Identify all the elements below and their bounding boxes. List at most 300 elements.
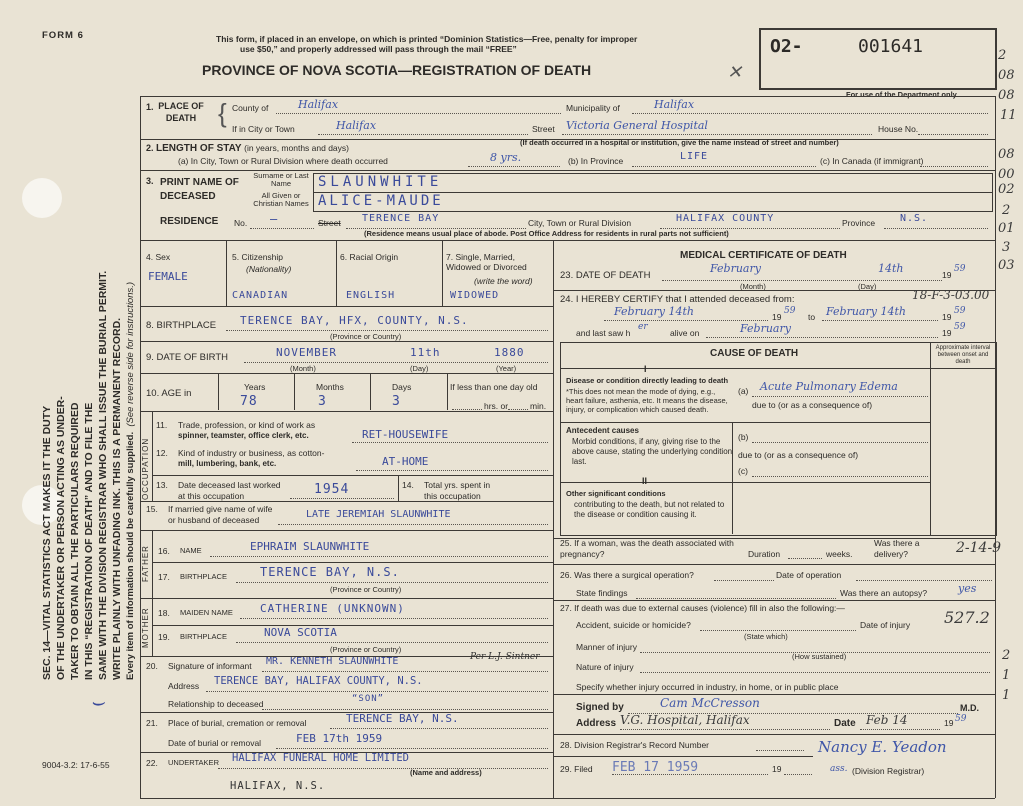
name-residence-label-text: RESIDENCE bbox=[160, 216, 219, 227]
personal-citizenship-sub-text: (Nationality) bbox=[246, 264, 292, 274]
name-province-label-text: Province bbox=[842, 218, 876, 228]
check-mark: ✕ bbox=[727, 62, 743, 83]
name-street-label-text: Street bbox=[318, 218, 341, 228]
rule-line bbox=[140, 341, 553, 342]
occupation-l13-text: Date deceased last worked bbox=[178, 480, 281, 490]
field-line bbox=[700, 630, 856, 631]
mail-notice bbox=[216, 34, 637, 54]
informant-sig-label-text: Signature of informant bbox=[168, 661, 252, 671]
section-1-number: 1. bbox=[146, 102, 154, 112]
mother-birthplace-value: NOVA SCOTIA bbox=[264, 626, 337, 639]
personal-marital-sub-text: (write the word) bbox=[474, 276, 533, 286]
personal-months-label-text: Months bbox=[316, 382, 344, 392]
medical-year-prefix-text: 19 bbox=[942, 328, 952, 338]
rule-line bbox=[152, 475, 553, 476]
dept-use: For use of the Department only bbox=[846, 90, 957, 99]
code-25: 2-14-9 bbox=[956, 540, 1002, 556]
county-value: Halifax bbox=[298, 98, 339, 111]
field-line bbox=[920, 166, 988, 167]
field-line bbox=[562, 134, 872, 135]
name-given-label-text: All Given or Christian Names bbox=[253, 191, 309, 208]
field-line bbox=[918, 134, 988, 135]
rule-line bbox=[294, 374, 295, 410]
informant-per: Per L.J. Sintner bbox=[470, 652, 540, 662]
field-line bbox=[356, 470, 548, 471]
relationship-value: “SON” bbox=[352, 694, 385, 704]
city-value: Halifax bbox=[336, 119, 377, 132]
name-surname-label-text: Surname or Last Name bbox=[253, 171, 309, 188]
registrar-signature: Nancy E. Yeadon bbox=[818, 738, 947, 756]
medical-alive-on-text: alive on bbox=[670, 328, 700, 338]
mother-bp-label-text: BIRTHPLACE bbox=[180, 632, 227, 641]
personal-days-label-text: Days bbox=[392, 382, 412, 392]
form-element: 15. bbox=[146, 504, 158, 514]
medical-title: MEDICAL CERTIFICATE OF DEATH bbox=[680, 250, 847, 261]
field-line bbox=[276, 113, 561, 114]
personal-birthplace-label-text: 8. BIRTHPLACE bbox=[146, 320, 217, 331]
questions-q25-text: 25. If a woman, was the death associated with pregnancy? bbox=[560, 538, 734, 559]
margin-code: 3 bbox=[1002, 240, 1011, 255]
personal-citizenship-label-text: 5. Citizenship bbox=[232, 252, 284, 262]
field-line bbox=[640, 672, 990, 673]
form-element: 3. bbox=[146, 176, 154, 186]
signed-by: Cam McCresson bbox=[660, 696, 760, 710]
medical-to-text: to bbox=[808, 312, 816, 322]
given-name-value: ALICE-MAUDE bbox=[318, 193, 444, 209]
personal-birthplace-sub-text: (Province or Country) bbox=[330, 332, 402, 341]
age-days: 3 bbox=[392, 394, 401, 409]
medical-year-prefix-text: 19 bbox=[942, 312, 952, 322]
questions-autopsy-text: Was there an autopsy? bbox=[840, 588, 928, 598]
personal-hrs-text: hrs. or bbox=[484, 401, 509, 411]
field-line bbox=[784, 774, 812, 775]
questions-q28-text: 28. Division Registrar's Record Number bbox=[560, 740, 710, 750]
field-line bbox=[636, 598, 836, 599]
cause-a: Acute Pulmonary Edema bbox=[760, 380, 898, 393]
burial-place-label-text: Place of burial, cremation or removal bbox=[168, 718, 307, 728]
street-value: Victoria General Hospital bbox=[566, 119, 708, 132]
form-element: 11. bbox=[156, 420, 168, 430]
occupation-l14b-text: this occupation bbox=[424, 491, 481, 501]
field-line bbox=[352, 442, 548, 443]
margin-code: 08 bbox=[998, 68, 1015, 83]
form-title: PROVINCE OF NOVA SCOTIA—REGISTRATION OF DEATH bbox=[202, 62, 592, 78]
rule-line bbox=[140, 240, 995, 241]
from-date: February 14th bbox=[614, 305, 694, 318]
medical-b-text: (b) bbox=[738, 432, 749, 442]
rule-line bbox=[152, 530, 153, 598]
father-birthplace-value: TERENCE BAY, N.S. bbox=[260, 565, 400, 579]
field-line bbox=[752, 396, 928, 397]
personal-month-sub-text: (Month) bbox=[740, 282, 766, 291]
municipality-value: Halifax bbox=[654, 98, 695, 111]
rule-line bbox=[553, 756, 813, 757]
side-text-line4-text: IN THIS “REGISTRATION OF DEATH” AND TO FILE THE bbox=[83, 402, 95, 680]
sex-value: FEMALE bbox=[148, 270, 188, 283]
questions-q29-text: 29. Filed bbox=[560, 764, 593, 774]
name-city-label-text: City, Town or Rural Division bbox=[528, 218, 632, 228]
rule-line bbox=[560, 422, 930, 423]
questions-address-label-text: Address bbox=[576, 718, 617, 729]
questions-md-text: M.D. bbox=[960, 703, 979, 713]
form-element bbox=[146, 143, 349, 154]
place-of-death-house-label-text: House No. bbox=[878, 124, 919, 134]
field-line bbox=[262, 709, 548, 710]
field-line bbox=[856, 580, 992, 581]
personal-day-sub-text: (Day) bbox=[858, 282, 877, 291]
burial-place-value: TERENCE BAY, N.S. bbox=[346, 712, 459, 725]
form-element: 13. bbox=[156, 480, 168, 490]
questions-registrar-sub-text: (Division Registrar) bbox=[852, 766, 925, 776]
questions-specify-text: Specify whether injury occurred in industry, in home, or in public place bbox=[576, 682, 839, 692]
questions-date-injury-text: Date of injury bbox=[860, 620, 911, 630]
rule-line bbox=[152, 562, 553, 563]
place-of-death-street-label-text: Street bbox=[532, 124, 555, 134]
field-line bbox=[884, 228, 988, 229]
form-element: 22. bbox=[146, 758, 158, 768]
medical-certify-label-text: 24. I HEREBY CERTIFY that I attended deceased from: bbox=[560, 294, 795, 305]
questions-date-year-text: 59 bbox=[955, 714, 967, 724]
header-notice-line2-text: use $50,” and properly addressed will pass through the mail “FREE” bbox=[240, 44, 517, 54]
rule-line bbox=[140, 411, 553, 412]
burial-date-label-text: Date of burial or removal bbox=[168, 738, 262, 748]
medical-due-to-text: due to (or as a consequence of) bbox=[738, 450, 859, 460]
personal-racial-label-text: 6. Racial Origin bbox=[340, 252, 399, 262]
medical-alive-year-text: 59 bbox=[954, 322, 966, 332]
name-no-value-text: — bbox=[270, 212, 279, 226]
rule-line bbox=[140, 798, 995, 799]
medical-to-year-text: 59 bbox=[954, 306, 966, 316]
stay-province-value: LIFE bbox=[680, 151, 709, 162]
occupation-l11-text: Trade, profession, or kind of work as bbox=[178, 420, 316, 430]
medical-other-label-text: Other significant conditions bbox=[566, 489, 666, 498]
alive-date: February bbox=[740, 322, 791, 335]
last-worked-value: 1954 bbox=[314, 482, 350, 497]
margin-code: 03 bbox=[998, 258, 1015, 273]
surname-value: SLAUNWHITE bbox=[318, 174, 443, 190]
marital-value: WIDOWED bbox=[450, 290, 500, 301]
form-element: 17. bbox=[158, 572, 170, 582]
burial-undertaker-sub-text: (Name and address) bbox=[410, 768, 482, 777]
medical-due-to-text: due to (or as a consequence of) bbox=[752, 400, 873, 410]
rule-line bbox=[560, 368, 996, 369]
rule-line bbox=[732, 482, 733, 534]
footer-code: 9004-3.2: 17-6-55 bbox=[42, 760, 110, 770]
occupation-l14-text: Total yrs. spent in bbox=[424, 480, 491, 490]
field-line bbox=[662, 280, 942, 281]
to-date: February 14th bbox=[826, 305, 906, 318]
reg-prefix: O2- bbox=[770, 36, 803, 57]
rule-line bbox=[398, 475, 399, 501]
questions-weeks-text: weeks. bbox=[826, 549, 853, 559]
code-27: 527.2 bbox=[944, 608, 990, 627]
father-bp-label-text: BIRTHPLACE bbox=[180, 572, 227, 581]
field-line bbox=[226, 330, 548, 331]
field-line bbox=[452, 409, 482, 410]
field-line bbox=[508, 409, 528, 410]
burial-undertaker-label-text: UNDERTAKER bbox=[168, 758, 219, 767]
medical-antecedent-note-text: Morbid conditions, if any, giving rise to the above cause, stating the underlying condition last. bbox=[572, 437, 733, 466]
father-name-label-text: NAME bbox=[180, 546, 202, 555]
medical-last-saw-text: and last saw h bbox=[576, 328, 631, 338]
rule-line bbox=[140, 306, 553, 307]
undertaker-city: HALIFAX, N.S. bbox=[230, 780, 326, 792]
residence-province: N.S. bbox=[900, 213, 929, 224]
medical-antecedent-label-text: Antecedent causes bbox=[566, 426, 639, 435]
personal-sex-label-text: 4. Sex bbox=[146, 252, 171, 262]
form-element: 2. bbox=[146, 143, 154, 153]
rule-line bbox=[553, 734, 995, 735]
side-text-line5-text: SAME WITH THE DIVISION REGISTRAR WHO SHALL ISSUE THE BURIAL PERMIT. bbox=[97, 270, 109, 680]
rule-line bbox=[553, 694, 995, 695]
personal-less-than-day-text: If less than one day old bbox=[450, 382, 538, 392]
field-line bbox=[236, 582, 548, 583]
margin-code: 02 bbox=[998, 182, 1015, 197]
rule-line bbox=[930, 342, 931, 536]
form-element: { bbox=[218, 98, 227, 128]
questions-delivery-text: Was there a delivery? bbox=[874, 538, 920, 559]
rule-line bbox=[336, 240, 337, 306]
questions-state-which-text: (State which) bbox=[744, 632, 788, 641]
field-line bbox=[752, 476, 928, 477]
rule-line bbox=[553, 564, 995, 565]
form-element: 18. bbox=[158, 608, 170, 618]
field-line bbox=[276, 748, 548, 749]
dob-day: 11th bbox=[410, 346, 441, 359]
field-line bbox=[468, 166, 560, 167]
field-line bbox=[632, 166, 816, 167]
citizenship-value: CANADIAN bbox=[232, 290, 289, 301]
medical-dod-label-text: 23. DATE OF DEATH bbox=[560, 270, 651, 281]
father-side-label: FATHER bbox=[141, 545, 150, 582]
rule-line bbox=[140, 530, 553, 531]
field-line bbox=[236, 642, 548, 643]
side-text-line2-text: OF THE UNDERTAKER OR PERSON ACTING AS UNDER- bbox=[55, 396, 67, 680]
medical-interval-text: Approximate interval between onset and death bbox=[935, 345, 991, 365]
field-line bbox=[604, 320, 768, 321]
header-notice-line1-text: This form, if placed in an envelope, on which is printed “Dominion Statistics—Free, penalty for improper bbox=[216, 34, 638, 44]
field-line bbox=[714, 580, 774, 581]
field-line bbox=[210, 556, 548, 557]
field-line bbox=[752, 442, 928, 443]
rule-line bbox=[560, 482, 930, 483]
form-element: 20. bbox=[146, 661, 158, 671]
medical-disease-label-text: Disease or condition directly leading to death bbox=[566, 376, 729, 385]
stay-city-value: 8 yrs. bbox=[490, 151, 522, 164]
rule-line bbox=[140, 598, 553, 599]
medical-a-text: (a) bbox=[738, 386, 749, 396]
form-element: 12. bbox=[156, 448, 168, 458]
rule-line bbox=[140, 96, 995, 97]
burial-date-value: FEB 17th 1959 bbox=[296, 732, 383, 745]
racial-origin-value: ENGLISH bbox=[346, 290, 396, 301]
personal-age-label-text: 10. AGE in bbox=[146, 388, 192, 399]
medical-c-text: (c) bbox=[738, 466, 748, 476]
spouse-value: LATE JEREMIAH SLAUNWHITE bbox=[306, 509, 451, 520]
personal-month-sub-text: (Month) bbox=[290, 364, 316, 373]
medical-disease-note-text: *This does not mean the mode of dying, e.g., heart failure, asthenia, etc. It means the disease, injury, or complication which caused death. bbox=[566, 387, 728, 414]
personal-marital-label-text: 7. Single, Married, Widowed or Divorced bbox=[446, 252, 527, 272]
rule-line bbox=[553, 600, 995, 601]
margin-code: 08 bbox=[998, 147, 1015, 162]
questions-manner-text: Manner of injury bbox=[576, 642, 637, 652]
field-line bbox=[822, 320, 938, 321]
place-of-death-municipality-label-text: Municipality of bbox=[566, 103, 620, 113]
margin-code: 1 bbox=[1002, 668, 1011, 683]
questions-signed-label-text: Signed by bbox=[576, 702, 624, 713]
length-of-stay-c-label-text: (c) In Canada (if immigrant) bbox=[820, 156, 924, 166]
field-line bbox=[330, 728, 548, 729]
mother-bp-sub-text: (Province or Country) bbox=[330, 645, 402, 654]
medical-other-note-text: contributing to the death, but not related to the disease or condition causing it. bbox=[574, 500, 725, 519]
questions-date-of-op-text: Date of operation bbox=[776, 570, 842, 580]
side-text-line8-text: (See reverse side for instructions.) bbox=[125, 281, 136, 427]
rule-line bbox=[226, 240, 227, 306]
occupation-l12b-text: mill, lumbering, bank, etc. bbox=[178, 459, 277, 468]
field-line bbox=[278, 524, 548, 525]
industry-value: AT-HOME bbox=[382, 455, 429, 468]
rule-line bbox=[442, 240, 443, 306]
questions-nineteen-text: 19 bbox=[944, 718, 954, 728]
personal-min-text: min. bbox=[530, 401, 547, 411]
personal-years-label-text: Years bbox=[244, 382, 266, 392]
age-months: 3 bbox=[318, 394, 327, 409]
form-number: FORM 6 bbox=[42, 30, 84, 41]
side-text-line7-text: Every item of information should be carefully supplied. bbox=[125, 431, 136, 680]
margin-code: 00 bbox=[998, 167, 1015, 182]
informant-value: MR. KENNETH SLAUNWHITE bbox=[266, 656, 399, 667]
cert-code: 18-F-3-03.00 bbox=[912, 288, 990, 302]
informant-addr-label-text: Address bbox=[168, 681, 200, 691]
field-line bbox=[706, 337, 938, 338]
field-line bbox=[244, 362, 548, 363]
place-of-death-label: PLACE OF DEATH bbox=[158, 101, 204, 123]
questions-duration-text: Duration bbox=[748, 549, 781, 559]
place-of-death-county-label-text: County of bbox=[232, 103, 269, 113]
dob-year: 1880 bbox=[494, 346, 525, 359]
form-element bbox=[124, 271, 138, 680]
questions-date-label-text: Date bbox=[834, 718, 856, 729]
mother-side-label: MOTHER bbox=[141, 607, 150, 648]
pen-mark: ⌣ bbox=[90, 690, 105, 715]
medical-i-label-text: I bbox=[644, 364, 647, 374]
dod-month: February bbox=[710, 262, 761, 275]
field-line bbox=[240, 618, 548, 619]
questions-how-text: (How sustained) bbox=[792, 652, 847, 661]
rule-line bbox=[152, 598, 153, 656]
questions-q27-text: 27. If death was due to external causes (violence) fill in also the following:— bbox=[560, 603, 845, 613]
signer-address: V.G. Hospital, Halifax bbox=[620, 713, 750, 727]
rule-line bbox=[553, 240, 554, 798]
signed-date: Feb 14 bbox=[866, 713, 908, 727]
margin-code: 01 bbox=[998, 221, 1015, 236]
length-of-stay-label-note-text: (in years, months and days) bbox=[244, 143, 349, 153]
informant-address: TERENCE BAY, HALIFAX COUNTY, N.S. bbox=[214, 675, 423, 687]
length-of-stay-b-label-text: (b) In Province bbox=[568, 156, 624, 166]
margin-code: 2 bbox=[1002, 648, 1011, 663]
print-name-label: PRINT NAME OF DECEASED bbox=[160, 177, 239, 202]
form-element: 14. bbox=[402, 480, 414, 490]
side-text-line3-text: TAKER TO OBTAIN ALL THE PARTICULARS REQUIRED bbox=[69, 402, 81, 680]
margin-code: 2 bbox=[998, 48, 1007, 63]
place-of-death-city-label-text: If in City or Town bbox=[232, 124, 295, 134]
mother-name-label-text: MAIDEN NAME bbox=[180, 608, 233, 617]
rule-line bbox=[140, 501, 553, 502]
frame-right bbox=[995, 96, 996, 798]
field-line bbox=[860, 729, 940, 730]
field-line bbox=[262, 671, 548, 672]
form-element: 19. bbox=[158, 632, 170, 642]
residence-city: HALIFAX COUNTY bbox=[676, 213, 775, 224]
informant-rel-label-text: Relationship to deceased bbox=[168, 699, 264, 709]
side-instructions bbox=[40, 271, 138, 680]
medical-year-prefix-text: 19 bbox=[942, 270, 952, 280]
rule-line bbox=[732, 422, 733, 482]
medical-from-year-text: 59 bbox=[784, 306, 796, 316]
questions-nineteen-text: 19 bbox=[772, 764, 782, 774]
field-line bbox=[290, 498, 394, 499]
personal-day-sub-text: (Day) bbox=[410, 364, 429, 373]
length-of-stay-a-label-text: (a) In City, Town or Rural Division where death occurred bbox=[178, 156, 388, 166]
field-line bbox=[620, 729, 830, 730]
dod-day: 14th bbox=[878, 262, 904, 275]
filed-stamp: FEB 17 1959 bbox=[612, 760, 699, 775]
hospital-note: (If death occurred in a hospital or institution, give the name instead of street and number) bbox=[520, 138, 839, 147]
rule-line bbox=[152, 625, 553, 626]
margin-code: 2 bbox=[1002, 203, 1011, 218]
undertaker-value: HALIFAX FUNERAL HOME LIMITED bbox=[232, 752, 410, 764]
questions-nature-text: Nature of injury bbox=[576, 662, 634, 672]
form-element: 21. bbox=[146, 718, 158, 728]
medical-her-text: er bbox=[638, 322, 648, 332]
personal-year-sub-text: (Year) bbox=[496, 364, 517, 373]
mother-name-value: CATHERINE (UNKNOWN) bbox=[260, 602, 405, 615]
reg-number: 001641 bbox=[858, 36, 924, 57]
father-bp-sub-text: (Province or Country) bbox=[330, 585, 402, 594]
rule-line bbox=[152, 411, 153, 501]
dob-month: NOVEMBER bbox=[276, 346, 337, 359]
father-name-value: EPHRAIM SLAUNWHITE bbox=[250, 540, 370, 553]
occupation-l13b-text: at this occupation bbox=[178, 491, 245, 501]
name-note-text: (Residence means usual place of abode. Post Office Address for residents in rural parts not sufficient) bbox=[364, 229, 729, 238]
occupation-l12-text: Kind of industry or business, as cotton- bbox=[178, 448, 325, 458]
medical-ii-label-text: II bbox=[642, 476, 648, 486]
dod-year: 59 bbox=[954, 264, 966, 274]
medical-cause-title-text: CAUSE OF DEATH bbox=[710, 348, 799, 359]
birthplace-value: TERENCE BAY, HFX, COUNTY, N.S. bbox=[240, 314, 469, 327]
side-text-line6-text: WRITE PLAINLY WITH UNFADING INK. THIS IS A PERMANENT RECORD. bbox=[111, 317, 123, 680]
field-line bbox=[218, 768, 548, 769]
occupation-side-label: OCCUPATION bbox=[141, 437, 150, 500]
autopsy-value: yes bbox=[958, 582, 977, 595]
punch-hole bbox=[22, 178, 62, 218]
field-line bbox=[206, 691, 548, 692]
field-line bbox=[788, 558, 822, 559]
questions-accident-text: Accident, suicide or homicide? bbox=[576, 620, 691, 630]
questions-q26-text: 26. Was there a surgical operation? bbox=[560, 570, 694, 580]
residence-street: TERENCE BAY bbox=[362, 213, 440, 224]
questions-state-findings-text: State findings bbox=[576, 588, 628, 598]
field-line bbox=[250, 228, 314, 229]
medical-year-prefix-text: 19 bbox=[772, 312, 782, 322]
form-element: 16. bbox=[158, 546, 170, 556]
age-years: 78 bbox=[240, 394, 258, 409]
questions-ass-text: ass. bbox=[830, 764, 848, 774]
trade-value: RET-HOUSEWIFE bbox=[362, 428, 449, 441]
margin-code: 11 bbox=[1000, 108, 1017, 123]
field-line bbox=[318, 134, 528, 135]
occupation-l11b-text: spinner, teamster, office clerk, etc. bbox=[178, 431, 309, 440]
